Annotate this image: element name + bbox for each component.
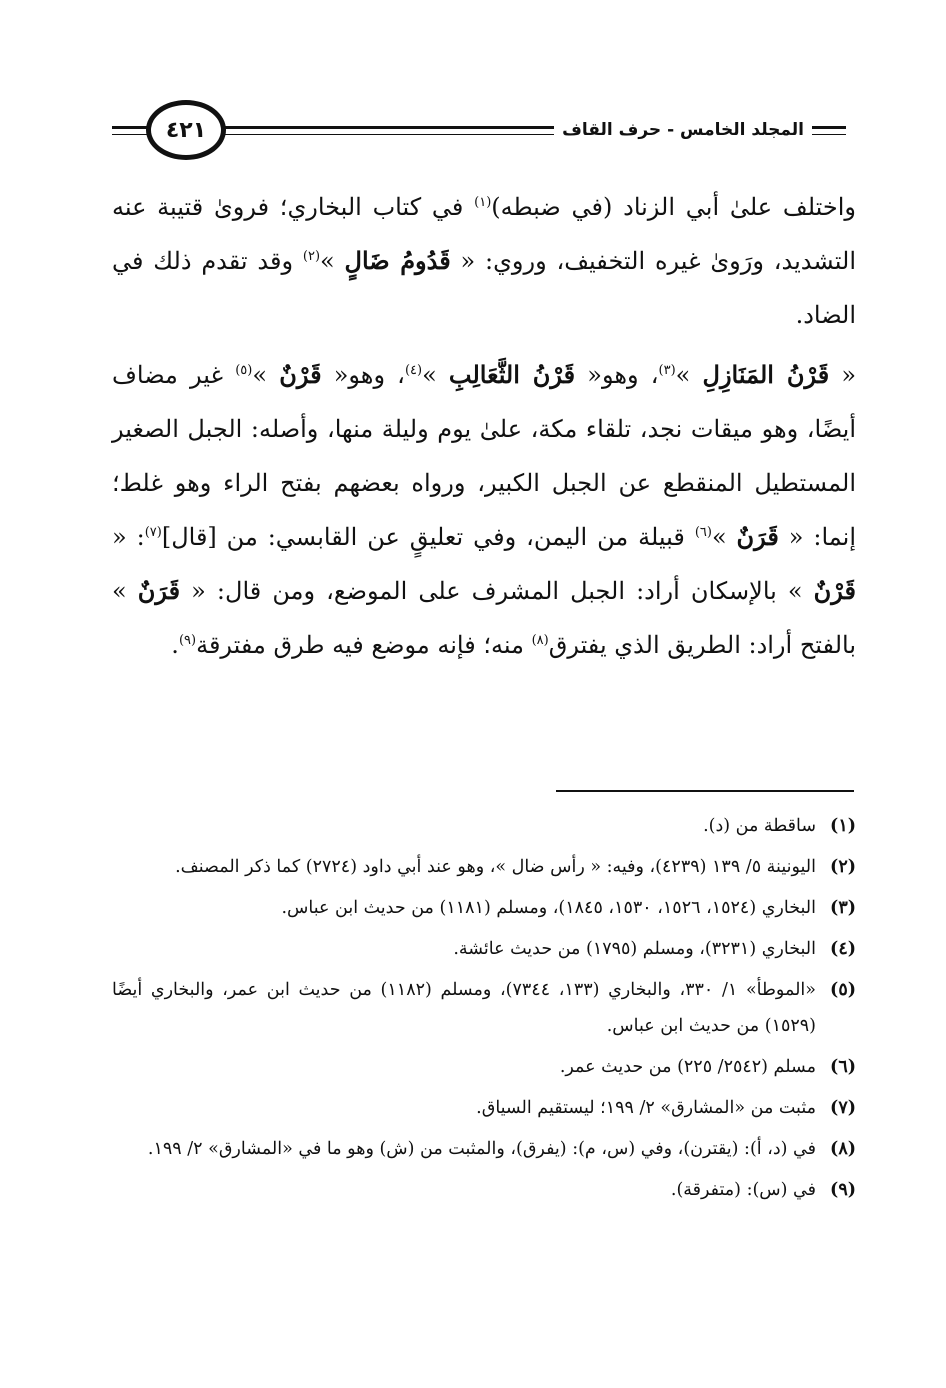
footnote-text: مسلم (٢٥٤٢/ ٢٢٥) من حديث عمر.	[559, 1057, 816, 1077]
footnote-marker: (٥)	[235, 363, 253, 378]
bold-term: قَرَنٌ	[736, 522, 779, 551]
page-header	[110, 98, 850, 164]
footnote-text: في (س): (متفرقة).	[670, 1180, 816, 1200]
text-run: «	[829, 361, 857, 389]
text-run: غير مضاف أيضًا، وهو ميقات نجد، تلقاء مكة، علىٰ يوم وليلة منها، وأصله: الجبل الصغير المستطيل المنقطع عن الجبل الكبير، ورواه بعضهم بفتح الراء وهو غلط؛ إنما: «	[112, 361, 857, 551]
text-run: ، وهو«	[321, 361, 405, 389]
text-run: في كتاب البخاري؛ فروىٰ قتيبة عنه التشديد، ورَوىٰ غيره التخفيف، وروي: «	[112, 193, 857, 275]
footnote-text: البخاري (٣٢٣١)، ومسلم (١٧٩٥) من حديث عائشة.	[453, 939, 816, 959]
footnote-8	[112, 1131, 856, 1167]
page-number: ٤٢١	[146, 100, 226, 160]
footnote-text: اليونينة ٥/ ١٣٩ (٤٢٣٩)، وفيه: « رأس ضال »، وهو عند أبي داود (٢٧٢٤) كما ذكر المصنف.	[175, 857, 816, 877]
text-run: ، وهو«	[575, 361, 659, 389]
footnote-marker: (٨)	[531, 633, 549, 648]
footnote-number: (٦)	[830, 1057, 856, 1077]
text-run: » بالإسكان أراد: الجبل المشرف على الموضع، ومن قال: «	[180, 577, 814, 605]
footnote-4	[112, 931, 856, 967]
footnote-number: (٨)	[830, 1139, 856, 1159]
text-run: »	[422, 361, 449, 389]
footnote-marker: (٦)	[694, 525, 712, 540]
text-run: قبيلة من اليمن، وفي تعليقٍ عن القابسي: من [قال]	[161, 523, 695, 551]
footnote-9	[112, 1172, 856, 1208]
footnote-marker: (٣)	[658, 363, 676, 378]
bold-term: قَرْنٌ	[813, 576, 857, 605]
text-run: وقد تقدم ذلك في الضاد.	[112, 247, 856, 329]
footnotes	[112, 808, 856, 1213]
text-run: »	[675, 361, 703, 389]
text-run: واختلف علىٰ أبي الزناد (في ضبطه)	[491, 193, 856, 221]
footnote-number: (٧)	[830, 1098, 856, 1118]
text-run: »	[252, 361, 280, 389]
footnote-number: (٤)	[830, 939, 856, 959]
footnote-text: «الموطأ» ١/ ٣٣٠، والبخاري (١٣٣، ٧٣٤٤)، ومسلم (١١٨٢) من حديث ابن عمر، والبخاري أيضًا (١٥٢٩) من حديث ابن عباس.	[112, 980, 816, 1036]
footnote-marker: (٩)	[178, 633, 197, 648]
footnote-5	[112, 972, 856, 1044]
paragraph-2	[112, 348, 856, 672]
footnote-number: (٥)	[830, 980, 856, 1000]
footnote-separator	[556, 790, 854, 792]
main-text	[112, 180, 856, 672]
footnote-marker: (٢)	[302, 249, 321, 264]
bold-term: قَرْنٌ	[279, 360, 322, 389]
footnote-text: البخاري (١٥٢٤، ١٥٢٦، ١٥٣٠، ١٨٤٥)، ومسلم (١١٨١) من حديث ابن عباس.	[281, 898, 816, 918]
bold-term: قَرَنٌ	[137, 576, 181, 605]
footnote-2	[112, 849, 856, 885]
footnote-marker: (١)	[474, 195, 492, 210]
footnote-text: ساقطة من (د).	[703, 816, 816, 836]
footnote-1	[112, 808, 856, 844]
footnote-6	[112, 1049, 856, 1085]
bold-term: قَرْنُ الثَّعَالِبِ	[448, 360, 576, 389]
text-run: »	[711, 523, 737, 551]
footnote-number: (٢)	[830, 857, 856, 877]
footnote-text: في (د، أ): (يقترن)، وفي (س، م): (يفرق)، والمثبت من (ش) وهو ما في «المشارق» ٢/ ١٩٩.	[147, 1139, 816, 1159]
footnote-text: مثبت من «المشارق» ٢/ ١٩٩؛ ليستقيم السياق.	[476, 1098, 816, 1118]
text-run: »	[320, 247, 345, 275]
running-title: المجلد الخامس - حرف القاف	[554, 120, 812, 140]
footnote-number: (٩)	[830, 1180, 856, 1200]
paragraph-1	[112, 180, 856, 342]
text-run: منه؛ فإنه موضع فيه طرق مفترقة	[196, 631, 532, 659]
footnote-3	[112, 890, 856, 926]
bold-term: قَدُومُ ضَالٍ	[344, 246, 451, 275]
footnote-marker: (٧)	[144, 525, 162, 540]
bold-term: قَرْنُ المَنَازِلِ	[702, 360, 830, 389]
footnote-number: (١)	[830, 816, 856, 836]
text-run: » بالفتح أراد: الطريق الذي يفترق	[112, 577, 856, 659]
footnote-number: (٣)	[830, 898, 856, 918]
text-run: : «	[112, 523, 145, 551]
footnote-7	[112, 1090, 856, 1126]
footnote-marker: (٤)	[404, 363, 423, 378]
text-run: .	[171, 631, 179, 659]
